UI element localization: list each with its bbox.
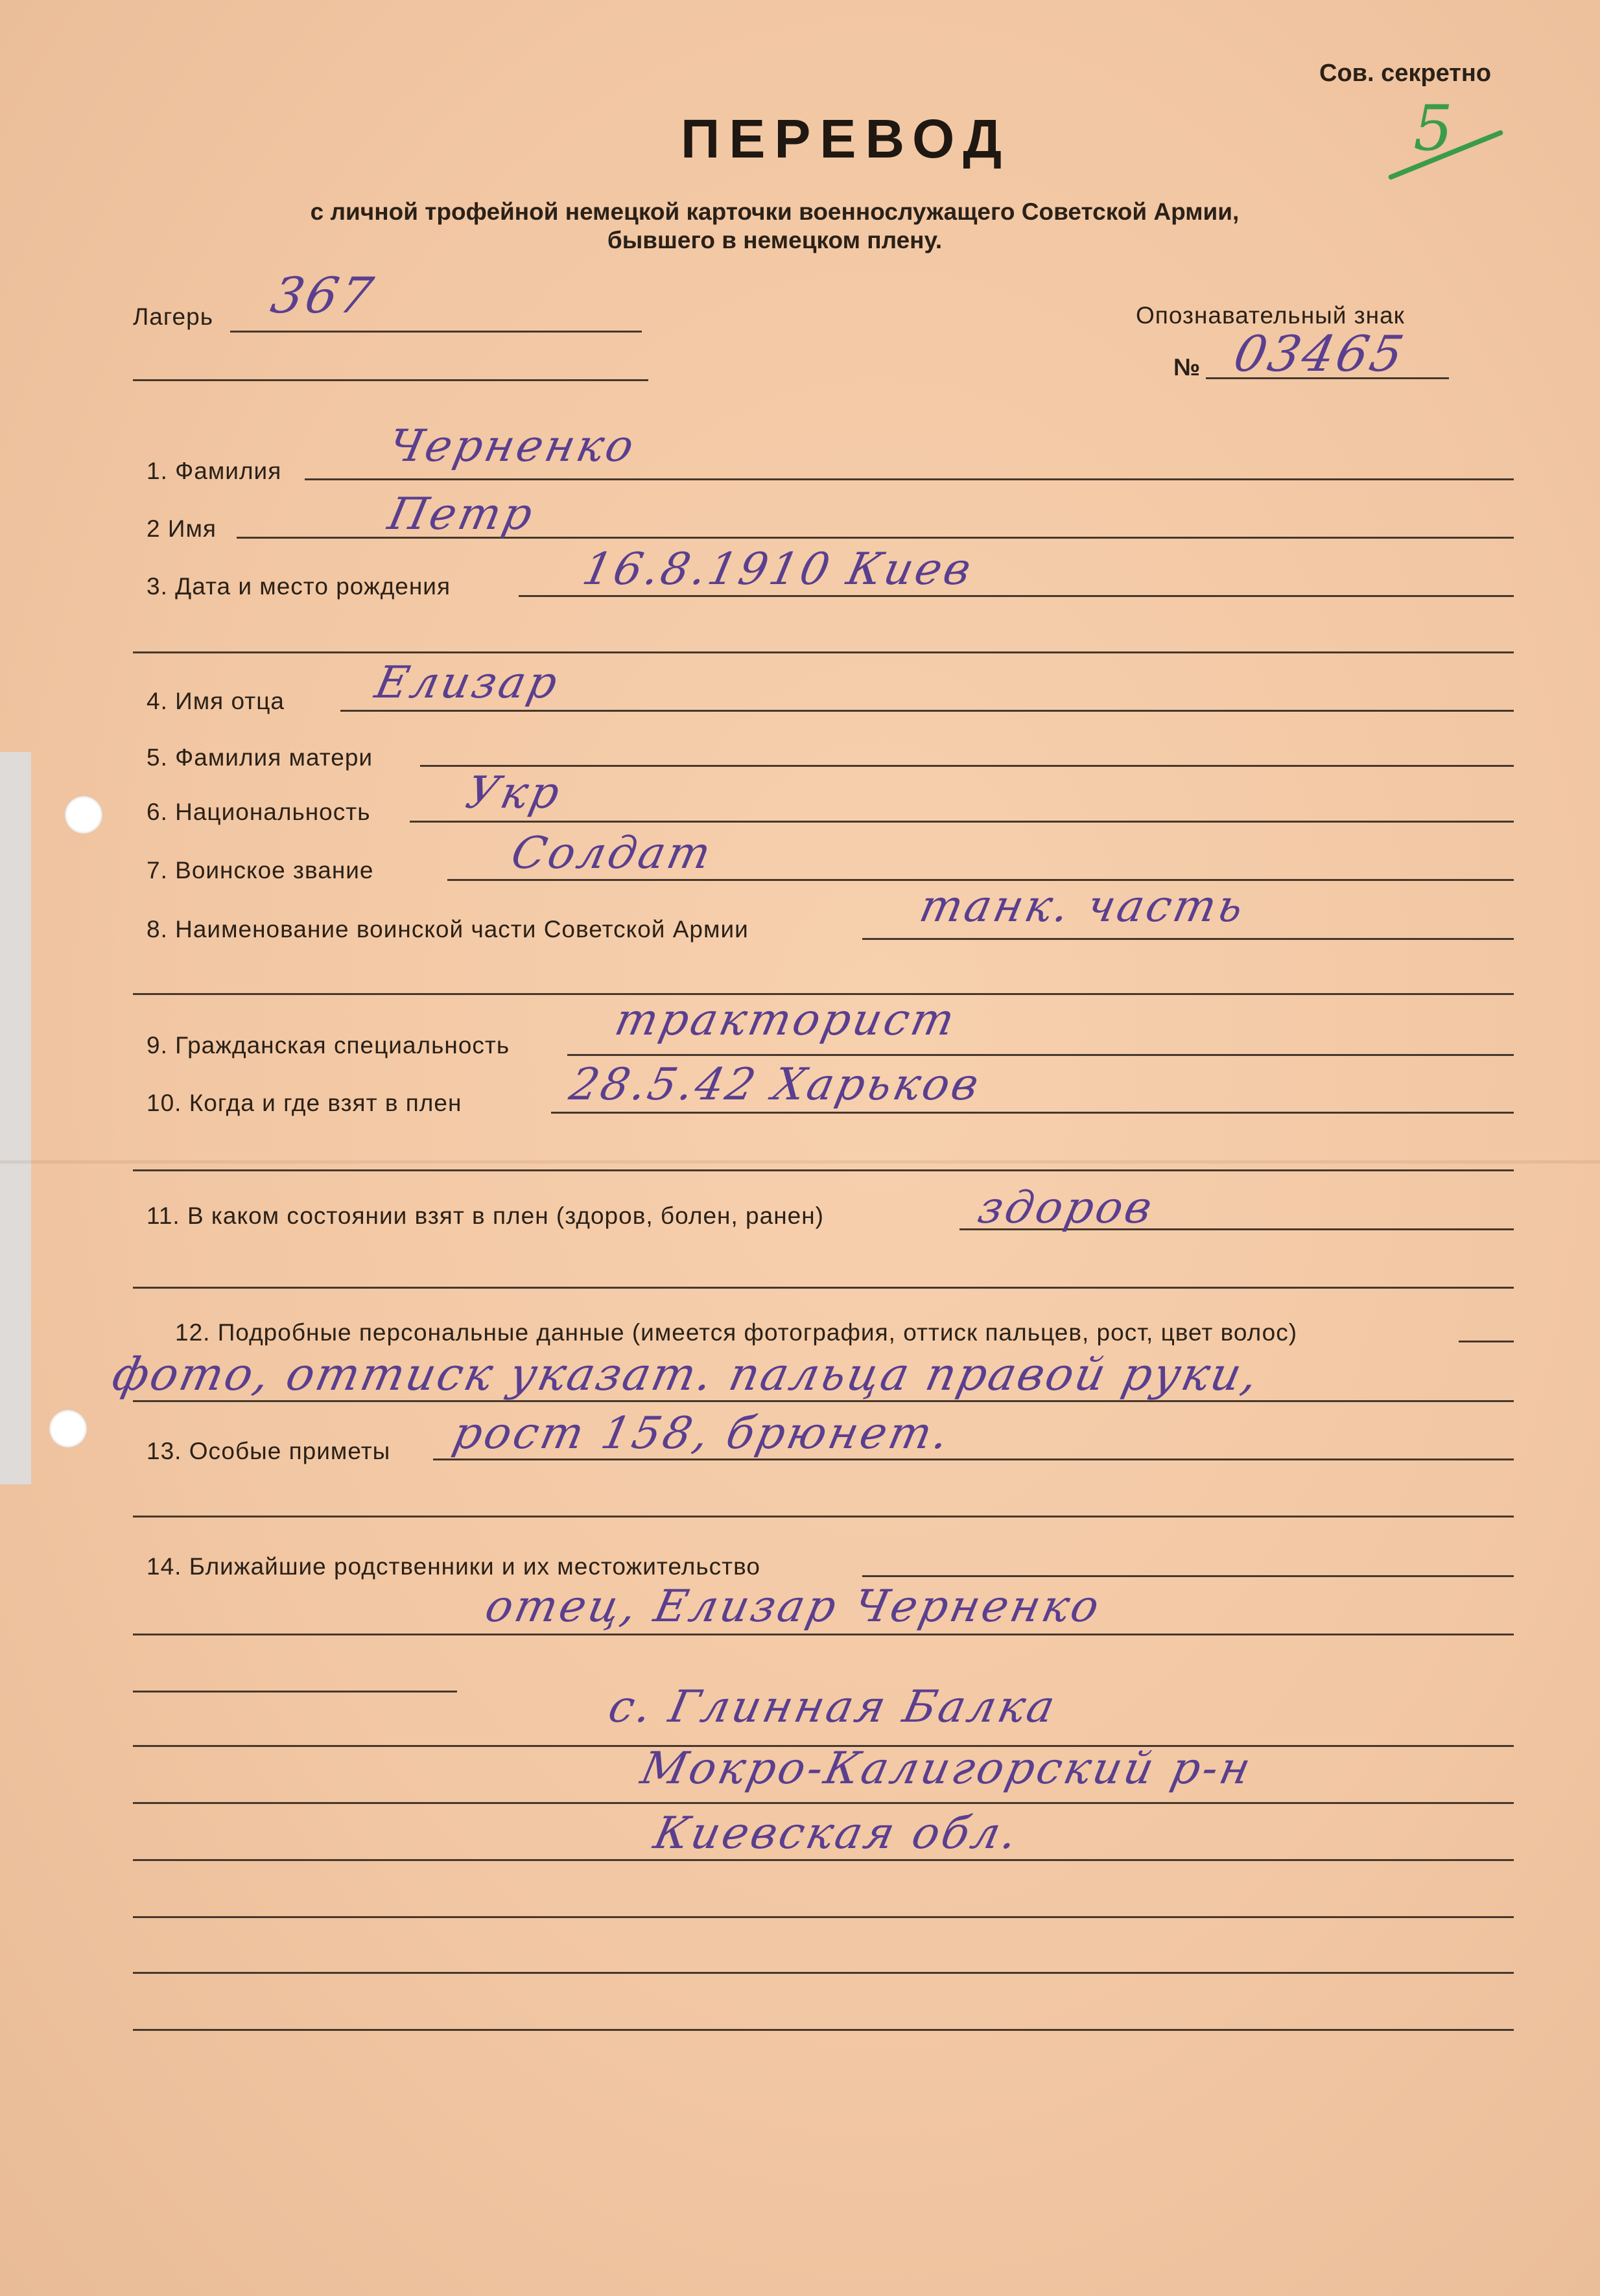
field-father-line — [340, 710, 1514, 712]
field-condition-value: здоров — [973, 1182, 1159, 1234]
field-father-label: 4. Имя отца — [147, 688, 285, 714]
field-personal-data-line — [1459, 1341, 1514, 1342]
camp-line — [230, 331, 642, 333]
punch-hole-top — [65, 796, 102, 834]
field-captured-line-2 — [133, 1169, 1514, 1171]
field-unit-line — [862, 938, 1514, 940]
relatives-rule-4 — [133, 1802, 1514, 1804]
relatives-line-2: с. Глинная Балка — [604, 1681, 1062, 1733]
field-nationality-value: Укр — [461, 767, 567, 819]
field-unit-label: 8. Наименование воинской части Советской Армии — [147, 916, 749, 943]
id-tag-number-sign: № — [1173, 354, 1201, 381]
field-captured-label: 10. Когда и где взят в плен — [147, 1090, 462, 1116]
relatives-rule-1 — [133, 1634, 1514, 1635]
field-father-value: Елизар — [370, 657, 565, 709]
field-captured-value: 28.5.42 Харьков — [565, 1059, 986, 1110]
field-condition-line-2 — [133, 1287, 1514, 1289]
field-name-value: Петр — [383, 489, 540, 540]
copy-number-mark: 5 — [1413, 92, 1453, 165]
field-captured-line — [551, 1112, 1514, 1114]
field-rank-value: Солдат — [506, 828, 718, 879]
field-profession-value: тракторист — [610, 994, 961, 1046]
fold-line — [0, 1160, 1600, 1164]
camp-line-2 — [133, 379, 648, 381]
field-rank-label: 7. Воинское звание — [147, 857, 374, 884]
relatives-rule-2 — [133, 1691, 457, 1693]
camp-value: 367 — [266, 266, 381, 324]
relatives-rule-8 — [133, 2029, 1514, 2031]
document-title: ПЕРЕВОД — [681, 108, 1011, 169]
field-personal-data-label: 12. Подробные персональные данные (имеется фотография, оттиск пальцев, рост, цвет волос) — [175, 1319, 1298, 1346]
field-relatives-line — [862, 1575, 1514, 1577]
field-profession-line — [567, 1054, 1514, 1056]
field-surname-line — [305, 478, 1514, 480]
id-tag-label: Опознавательный знак — [1136, 302, 1405, 329]
field-mother-surname-label: 5. Фамилия матери — [147, 744, 373, 771]
field-personal-data-value: фото, оттиск указат. пальца правой руки, — [108, 1348, 1265, 1401]
field-surname-label: 1. Фамилия — [147, 458, 282, 484]
relatives-line-1: отец, Елизар Черненко — [480, 1581, 1107, 1632]
field-nationality-label: 6. Национальность — [147, 799, 371, 825]
field-surname-value: Черненко — [383, 421, 641, 472]
relatives-rule-7 — [133, 1972, 1514, 1974]
field-unit-value: танк. часть — [915, 881, 1251, 932]
left-edge-strip — [0, 752, 31, 1484]
field-relatives-label: 14. Ближайшие родственники и их местожительство — [147, 1553, 760, 1580]
document-subtitle-line-1: с личной трофейной немецкой карточки военнослужащего Советской Армии, — [310, 198, 1240, 225]
field-birth-line — [519, 595, 1514, 597]
relatives-line-3: Мокро-Калигорский р-н — [636, 1743, 1258, 1794]
id-tag-value: 03465 — [1229, 325, 1411, 382]
field-birth-label: 3. Дата и место рождения — [147, 573, 451, 600]
punch-hole-bottom — [49, 1410, 87, 1447]
camp-label: Лагерь — [133, 303, 213, 330]
field-features-value: рост 158, брюнет. — [448, 1408, 956, 1459]
field-nationality-line — [410, 821, 1514, 823]
field-features-label: 13. Особые приметы — [147, 1438, 391, 1464]
field-features-line-2 — [133, 1516, 1514, 1517]
field-name-label: 2 Имя — [147, 515, 217, 542]
document-subtitle-line-2: бывшего в немецком плену. — [607, 227, 943, 253]
field-birth-line-2 — [133, 651, 1514, 653]
classification-stamp: Сов. секретно — [1319, 60, 1492, 87]
relatives-line-4: Киевская обл. — [649, 1808, 1024, 1859]
field-condition-label: 11. В каком состоянии взят в плен (здоров, болен, ранен) — [147, 1202, 824, 1229]
field-personal-data-line-2 — [133, 1400, 1514, 1402]
field-mother-surname-line — [420, 765, 1514, 767]
relatives-rule-6 — [133, 1916, 1514, 1918]
field-birth-value: 16.8.1910 Киев — [578, 544, 978, 595]
relatives-rule-5 — [133, 1859, 1514, 1861]
field-profession-label: 9. Гражданская специальность — [147, 1032, 510, 1059]
